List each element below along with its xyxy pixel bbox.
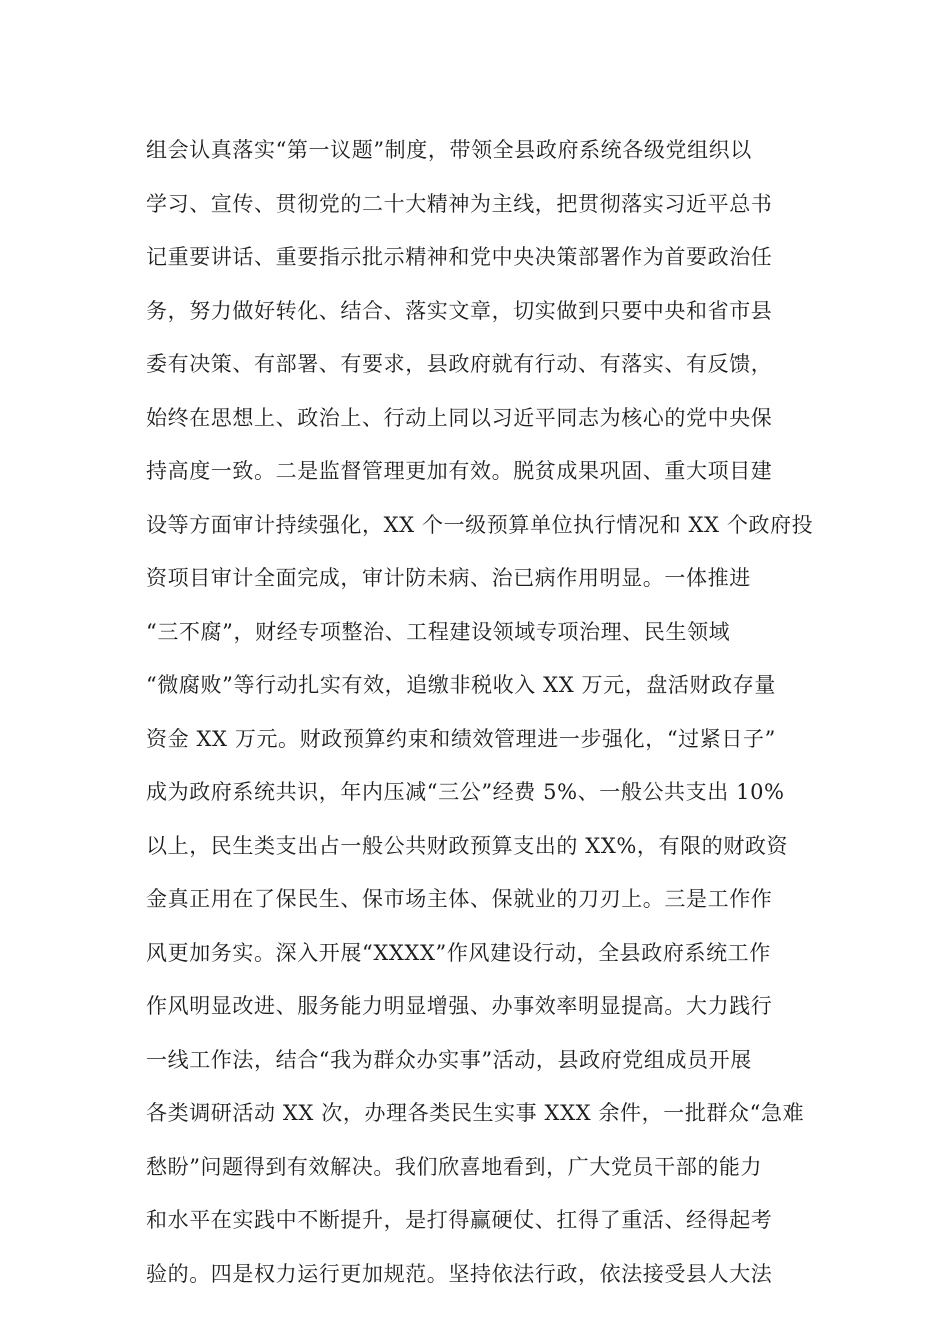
text-line: 组会认真落实“第一议题”制度，带领全县政府系统各级党组织以 xyxy=(146,138,752,162)
text-line: “三不腐”，财经专项整治、工程建设领域专项治理、民生领域 xyxy=(146,619,731,644)
text-line: 愁盼”问题得到有效解决。我们欣喜地看到，广大党员干部的能力 xyxy=(146,1154,763,1179)
text-line: 和水平在实践中不断提升，是打得赢硬仗、扛得了重活、经得起考 xyxy=(146,1208,773,1232)
text-line: 委有决策、有部署、有要求，县政府就有行动、有落实、有反馈， xyxy=(146,352,773,376)
text-line: 风更加务实。深入开展“XXXX”作风建设行动，全县政府系统工作 xyxy=(146,940,771,965)
text-line: 记重要讲话、重要指示批示精神和党中央决策部署作为首要政治任 xyxy=(146,245,773,269)
text-line: 成为政府系统共识，年内压减“三公”经费 5%、一般公共支出 10% xyxy=(146,780,785,804)
text-line: 设等方面审计持续强化，XX 个一级预算单位执行情况和 XX 个政府投 xyxy=(146,512,814,537)
body-text xyxy=(146,130,816,1307)
text-line: 作风明显改进、服务能力明显增强、办事效率明显提高。大力践行 xyxy=(146,994,773,1018)
text-line: 务，努力做好转化、结合、落实文章，切实做到只要中央和省市县 xyxy=(146,298,773,323)
text-line: 验的。四是权力运行更加规范。坚持依法行政，依法接受县人大法 xyxy=(146,1261,773,1286)
text-line: 以上，民生类支出占一般公共财政预算支出的 XX%，有限的财政资 xyxy=(146,833,789,858)
text-line: 资项目审计全面完成，审计防未病、治已病作用明显。一体推进 xyxy=(146,566,751,590)
text-line: 资金 XX 万元。财政预算约束和绩效管理进一步强化，“过紧日子” xyxy=(146,726,776,751)
text-line: 各类调研活动 XX 次，办理各类民生实事 XXX 余件，一批群众“急难 xyxy=(146,1101,805,1125)
text-line: 一线工作法，结合“我为群众办实事”活动，县政府党组成员开展 xyxy=(146,1047,752,1072)
text-line: 金真正用在了保民生、保市场主体、保就业的刀刃上。三是工作作 xyxy=(146,887,773,911)
text-line: “微腐败”等行动扎实有效，追缴非税收入 XX 万元，盘活财政存量 xyxy=(146,673,776,697)
text-line: 学习、宣传、贯彻党的二十大精神为主线，把贯彻落实习近平总书 xyxy=(146,191,773,216)
text-line: 持高度一致。二是监督管理更加有效。脱贫成果巩固、重大项目建 xyxy=(146,459,773,483)
text-line: 始终在思想上、政治上、行动上同以习近平同志为核心的党中央保 xyxy=(146,405,773,430)
